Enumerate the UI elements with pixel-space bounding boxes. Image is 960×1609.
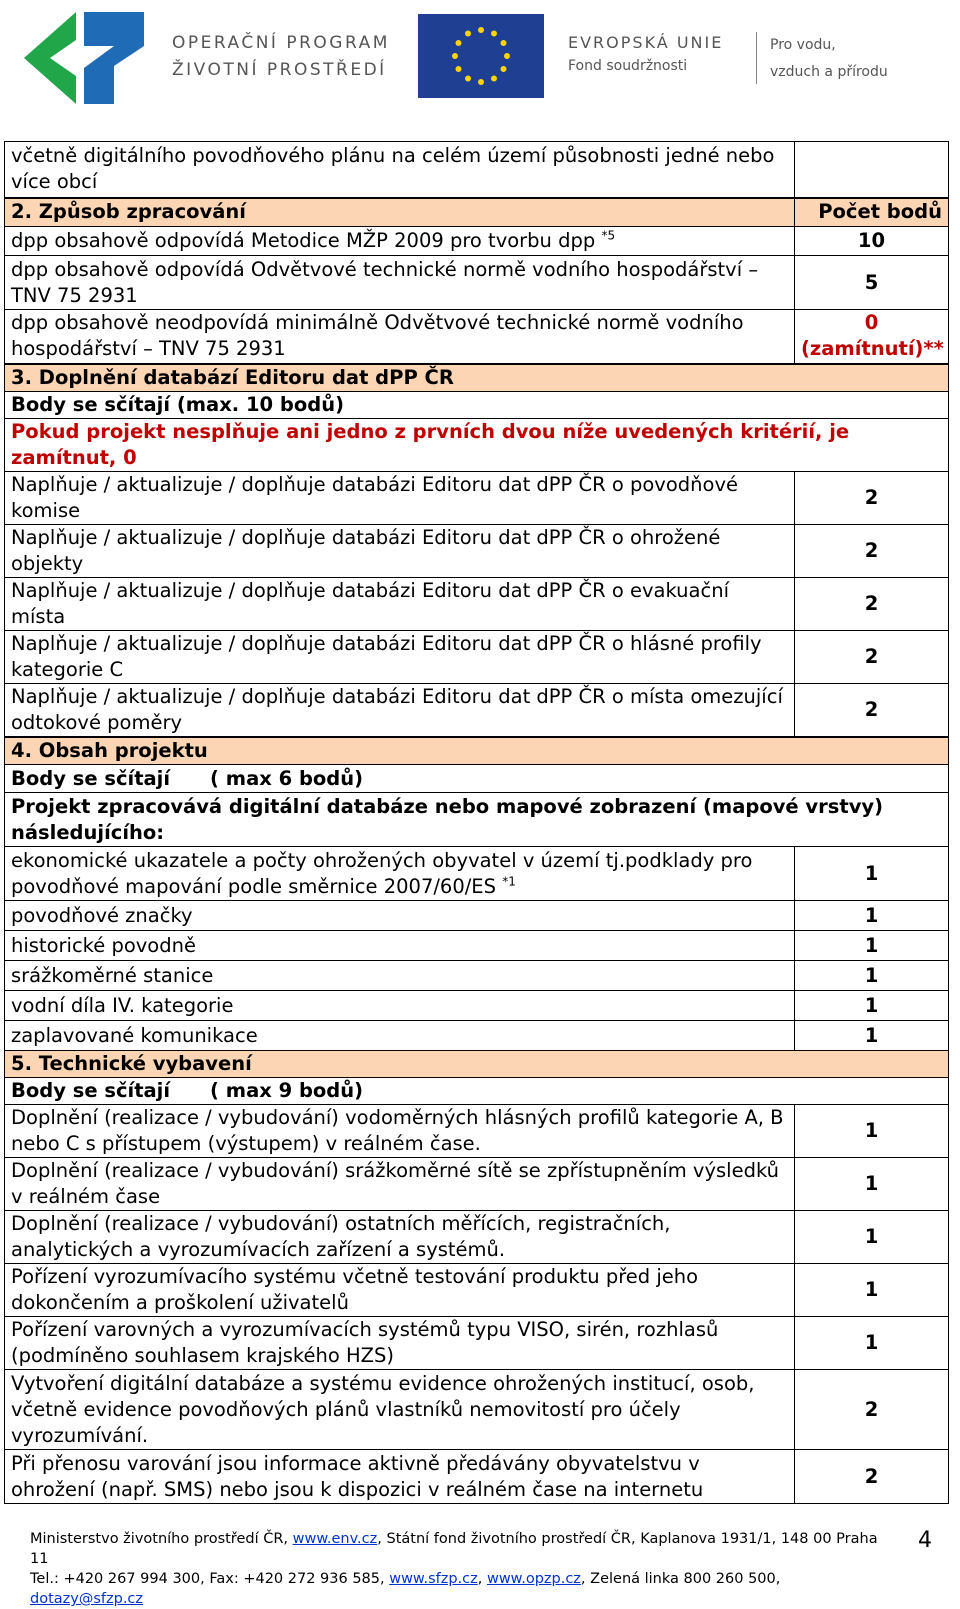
criteria-table <box>4 141 949 1504</box>
table-row: Doplnění (realizace / vybudování) vodoměrných hlásných profilů kategorie A, B nebo C s přístupem (výstupem) v reálném čase. 1 <box>5 1105 949 1158</box>
table-row: srážkoměrné stanice 1 <box>5 961 949 991</box>
table-row: Pořízení varovných a vyrozumívacích systémů typu VISO, sirén, rozhlasů (podmíněno souhlasem krajského HZS) 1 <box>5 1317 949 1370</box>
opzp-link[interactable]: www.opzp.cz <box>486 1571 581 1587</box>
footer-line-2: Tel.: +420 267 994 300, Fax: +420 272 936 585, www.sfzp.cz, www.opzp.cz, Zelená linka 800 260 500, dotazy@sfzp.cz <box>30 1571 781 1607</box>
eu-flag-icon <box>418 14 544 98</box>
section-5-header: 5. Technické vybavení <box>5 1051 949 1078</box>
eu-text: EVROPSKÁ UNIE Fond soudržnosti <box>568 33 724 74</box>
table-row: Naplňuje / aktualizuje / doplňuje databázi Editoru dat dPP ČR o místa omezující odtokové poměry 2 <box>5 683 949 737</box>
section-5-rule: Body se sčítají ( max 9 bodů) <box>5 1078 949 1105</box>
footer-line-1: Ministerstvo životního prostředí ČR, www.env.cz, Státní fond životního prostředí ČR, Kaplanova 1931/1, 148 00 Praha 11 <box>30 1531 878 1567</box>
section-3-header: 3. Doplnění databází Editoru dat dPP ČR <box>5 364 949 392</box>
section-4-header: 4. Obsah projektu <box>5 737 949 765</box>
section-2-header: 2. Způsob zpracování Počet bodů <box>5 198 949 227</box>
sfzp-link[interactable]: www.sfzp.cz <box>389 1571 478 1587</box>
table-row: Při přenosu varování jsou informace aktivně předávány obyvatelstvu v ohrožení (např. SMS) nebo jsou k dispozici v reálném čase na internetu 2 <box>5 1450 949 1504</box>
table-row: zaplavované komunikace 1 <box>5 1021 949 1051</box>
section-4-rule: Body se sčítají ( max 6 bodů) <box>5 765 949 793</box>
env-link[interactable]: www.env.cz <box>292 1531 378 1547</box>
table-row: dpp obsahově odpovídá Metodice MŽP 2009 pro tvorbu dpp $^{*5}$ 10 <box>5 227 949 256</box>
op-zp-logo-icon <box>14 6 154 110</box>
table-row: povodňové značky 1 <box>5 901 949 931</box>
page-number: 4 <box>918 1528 932 1553</box>
table-row: dpp obsahově odpovídá Odvětvové technické normě vodního hospodářství – TNV 75 2931 5 <box>5 256 949 310</box>
table-row: Naplňuje / aktualizuje / doplňuje databázi Editoru dat dPP ČR o evakuační místa 2 <box>5 577 949 630</box>
header-divider <box>756 32 757 84</box>
table-row: vodní díla IV. kategorie 1 <box>5 991 949 1021</box>
email-link[interactable]: dotazy@sfzp.cz <box>30 1591 144 1607</box>
slogan: Pro vodu, vzduch a přírodu <box>770 37 888 80</box>
table-row: Pořízení vyrozumívacího systému včetně testování produktu před jeho dokončením a proškolení uživatelů 1 <box>5 1264 949 1317</box>
table-row: Vytvoření digitální databáze a systému evidence ohrožených institucí, osob, včetně evidence povodňových plánů vlastníků nemovitostí pro účely vyrozumívání. 2 <box>5 1370 949 1450</box>
table-row: dpp obsahově neodpovídá minimálně Odvětvové technické normě vodního hospodářství – TNV 75 2931 0 (zamítnutí)** <box>5 310 949 364</box>
table-row: Doplnění (realizace / vybudování) ostatních měřících, registračních, analytických a vyrozumívacích zařízení a systémů. 1 <box>5 1211 949 1264</box>
table-row: Doplnění (realizace / vybudování) srážkoměrné sítě se zpřístupněním výsledků v reálném čase 1 <box>5 1158 949 1211</box>
table-row: historické povodně 1 <box>5 931 949 961</box>
table-row: ekonomické ukazatele a počty ohrožených obyvatel v území tj.podklady pro povodňové mapování podle směrnice 2007/60/ES $^{*1}$ 1 <box>5 847 949 901</box>
table-row: Naplňuje / aktualizuje / doplňuje databázi Editoru dat dPP ČR o hlásné profily kategorie C 2 <box>5 630 949 683</box>
section-3-rule: Body se sčítají (max. 10 bodů) <box>5 391 949 418</box>
section-3-note: Pokud projekt nesplňuje ani jedno z prvních dvou níže uvedených kritérií, je zamítnut, 0 <box>5 418 949 471</box>
table-row: Naplňuje / aktualizuje / doplňuje databázi Editoru dat dPP ČR o ohrožené objekty 2 <box>5 524 949 577</box>
table-row: Naplňuje / aktualizuje / doplňuje databázi Editoru dat dPP ČR o povodňové komise 2 <box>5 471 949 524</box>
op-program-name: OPERAČNÍ PROGRAM ŽIVOTNÍ PROSTŘEDÍ <box>172 33 390 80</box>
page-header <box>0 0 960 118</box>
page-footer <box>30 1529 890 1609</box>
table-row: včetně digitálního povodňového plánu na celém území působnosti jedné nebo více obcí <box>5 142 949 198</box>
section-4-lead: Projekt zpracovává digitální databáze nebo mapové zobrazení (mapové vrstvy) následujícího: <box>5 793 949 847</box>
